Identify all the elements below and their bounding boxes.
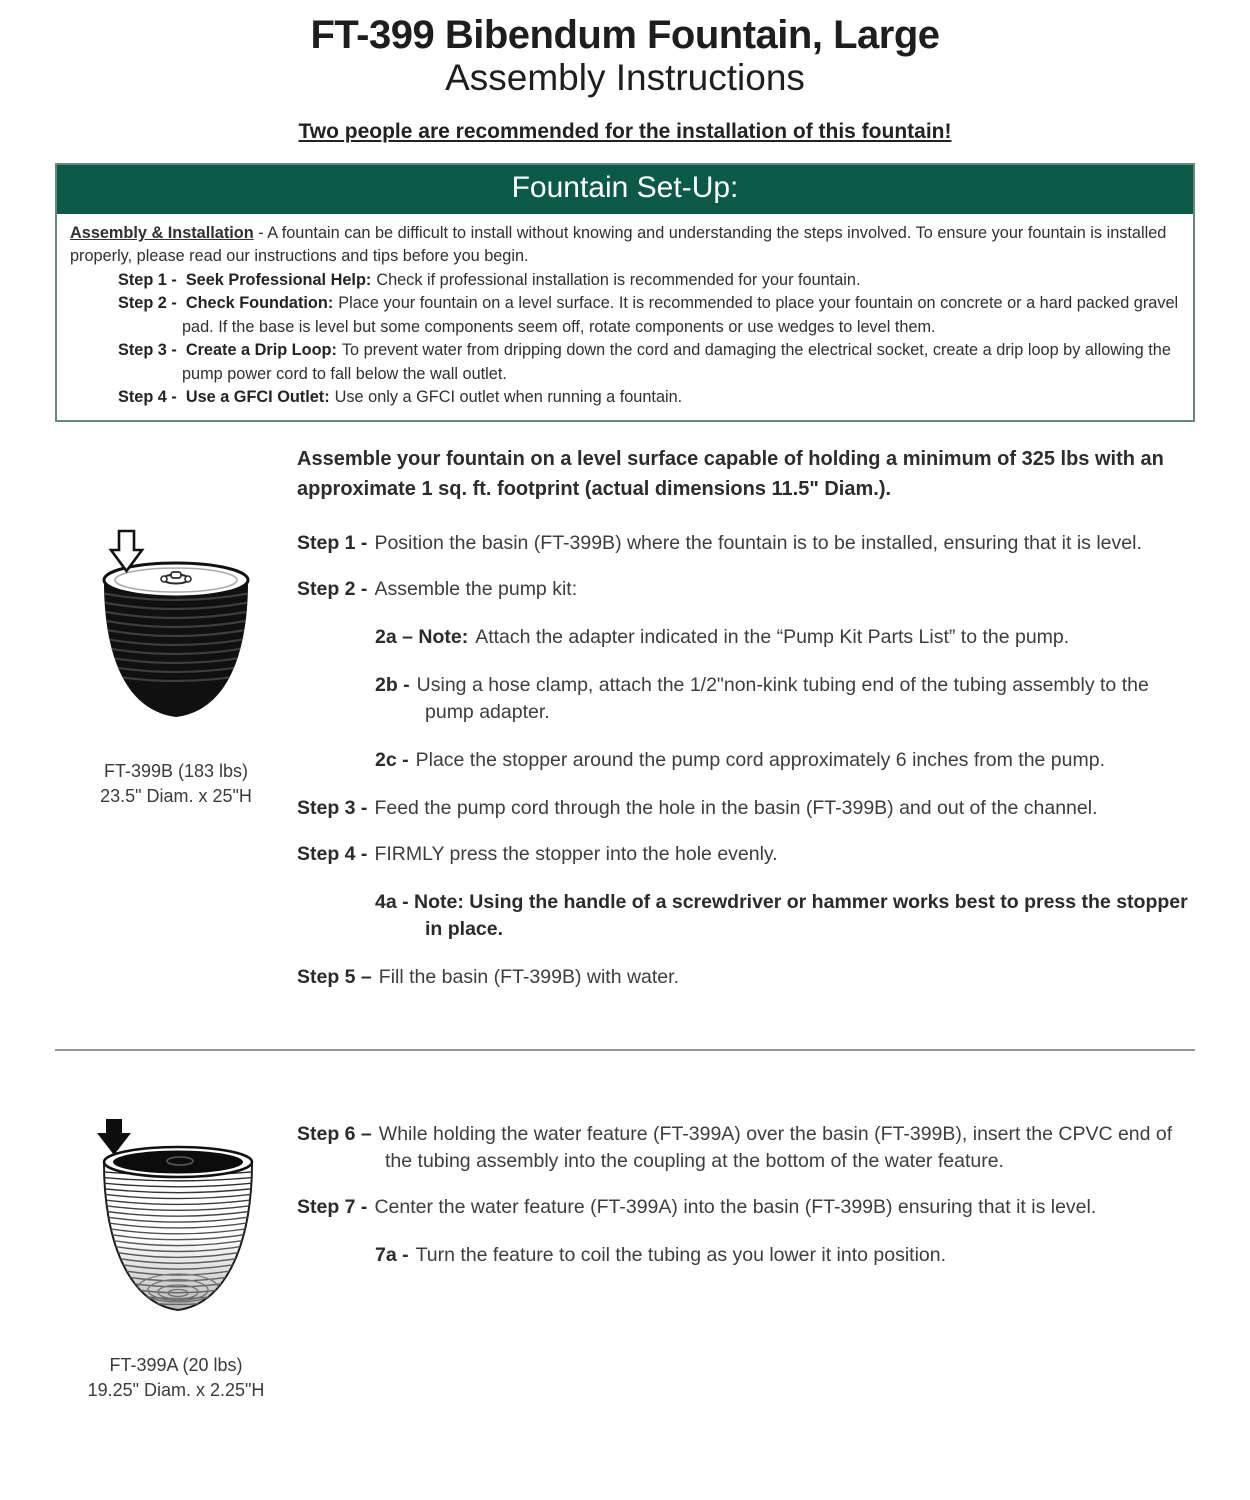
basin-illustration xyxy=(81,528,271,728)
fountain-setup-box xyxy=(55,163,1195,422)
figure-water-feature xyxy=(55,1117,297,1403)
assembly-section-2 xyxy=(55,1085,1195,1403)
setup-steps-list xyxy=(70,269,1180,410)
water-feature-caption: FT-399A (20 lbs) 19.25" Diam. x 2.25"H xyxy=(87,1354,265,1400)
basin-body xyxy=(104,582,248,717)
sub-step: 2a – Note: Attach the adapter indicated in the “Pump Kit Parts List” to the pump. xyxy=(375,625,1070,648)
basin-caption: FT-399B (183 lbs) 23.5" Diam. x 25"H xyxy=(100,760,252,806)
water-feature-illustration xyxy=(81,1117,271,1322)
surface-requirement-note: Assemble your fountain on a level surface capable of holding a minimum of 325 lbs with an approximate 1 sq. ft. footprint (actual dimensions 11.5" Diam.). xyxy=(297,447,1164,500)
steps-6-to-7 xyxy=(297,1121,1195,1269)
assembly-installation-label: Assembly & Installation xyxy=(70,223,254,242)
step: Step 7 - Center the water feature (FT-399A) into the basin (FT-399B) ensuring that it is level. xyxy=(297,1195,1097,1218)
step: Step 6 – While holding the water feature (FT-399A) over the basin (FT-399B), insert the CPVC end of the tubing assembly into the coupling at the bottom of the water feature. xyxy=(297,1122,1173,1172)
sub-step: 2c - Place the stopper around the pump cord approximately 6 inches from the pump. xyxy=(375,748,1105,771)
two-person-notice: Two people are recommended for the installation of this fountain! xyxy=(298,119,952,143)
setup-step: Step 2 - Check Foundation: Place your fountain on a level surface. It is recommended to place your fountain on concrete or a hard packed gravel pad. If the base is level but some components seem off, rotate components or use wedges to level them. xyxy=(118,294,1179,336)
step: Step 3 - Feed the pump cord through the hole in the basin (FT-399B) and out of the channel. xyxy=(297,796,1098,819)
setup-step: Step 3 - Create a Drip Loop: To prevent water from dripping down the cord and damaging the electrical socket, create a drip loop by allowing the pump power cord to fall below the wall outlet. xyxy=(118,341,1171,383)
step: Step 2 - Assemble the pump kit: xyxy=(297,577,578,600)
figure-basin xyxy=(55,528,297,809)
step: Step 1 - Position the basin (FT-399B) where the fountain is to be installed, ensuring that it is level. xyxy=(297,531,1142,554)
setup-step: Step 1 - Seek Professional Help: Check if professional installation is recommended for your fountain. xyxy=(118,270,861,289)
steps-1-to-5 xyxy=(297,530,1195,991)
figure-column-2 xyxy=(55,1085,297,1403)
step: Step 4 - FIRMLY press the stopper into the hole evenly. xyxy=(297,842,778,865)
sub-step: 2b - Using a hose clamp, attach the 1/2"non-kink tubing end of the tubing assembly to the pump adapter. xyxy=(375,673,1149,723)
assembly-installation-intro: Assembly & Installation - A fountain can be difficult to install without knowing and understanding the steps involved. To ensure your fountain is installed properly, please read our instructions and tips before you begin. xyxy=(70,223,1167,266)
page-title: FT-399 Bibendum Fountain, Large xyxy=(310,13,940,57)
instructions-column-1 xyxy=(297,444,1195,1010)
assembly-section-1 xyxy=(55,444,1195,1010)
step: Step 5 – Fill the basin (FT-399B) with water. xyxy=(297,965,679,988)
instructions-column-2 xyxy=(297,1085,1195,1403)
figure-column-1 xyxy=(55,444,297,1010)
feature-opening xyxy=(113,1150,243,1173)
setup-step: Step 4 - Use a GFCI Outlet: Use only a GFCI outlet when running a fountain. xyxy=(118,388,683,407)
section-divider xyxy=(55,1049,1195,1051)
setup-box-body xyxy=(57,214,1193,420)
down-arrow-icon xyxy=(97,1119,131,1155)
setup-box-header: Fountain Set-Up: xyxy=(57,165,1193,214)
page-subtitle: Assembly Instructions xyxy=(445,57,805,98)
sub-step: 4a - Note: Using the handle of a screwdriver or hammer works best to press the stopper in place. xyxy=(375,890,1188,940)
sub-step: 7a - Turn the feature to coil the tubing as you lower it into position. xyxy=(375,1243,947,1266)
